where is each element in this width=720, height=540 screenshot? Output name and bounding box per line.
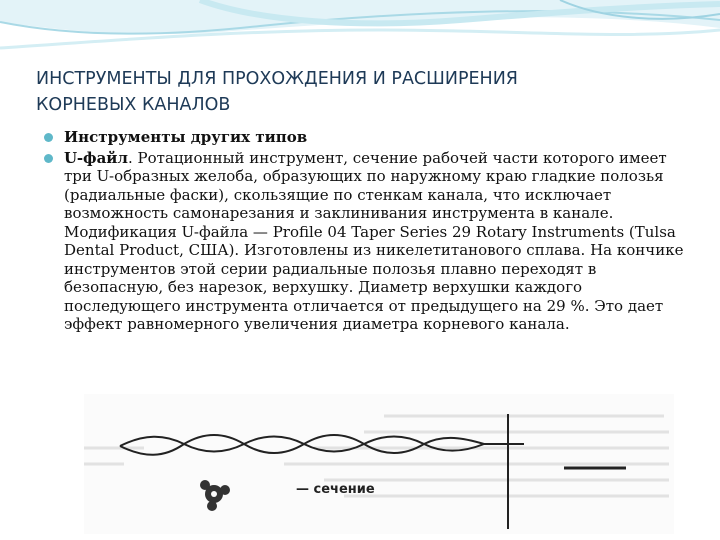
u-file-illustration — [84, 394, 674, 534]
title-line-2: КОРНЕВЫХ КАНАЛОВ — [36, 95, 231, 115]
bullet-text: Инструменты других типов — [64, 128, 308, 146]
title-line-1: ИНСТРУМЕНТЫ ДЛЯ ПРОХОЖДЕНИЯ И РАСШИРЕНИЯ — [36, 69, 518, 89]
file-drawing — [120, 435, 524, 455]
section-label: — сечение — [296, 482, 375, 497]
cross-section-icon — [200, 480, 230, 511]
bullet-other-types — [44, 128, 684, 147]
bullet-text: . Ротационный инструмент, сечение рабочей части которого имеет три U-образных желоба, образующих по наружному краю гладкие полозья (радиальные фаски), скользящие по стенкам канала, что исключает возможность самонарезания и заклинивания инструмента в канале. Модификация U-файла — Profile 04 Taper Series 29 Rotary Instruments (Tulsa Dental Product, США). Изготовлены из никелетитанового сплава. На кончике инструментов этой серии радиальные полозья плавно переходят в безопасную, без нарезок, верхушку. Диаметр верхушки каждого последующего инструмента отличается от предыдущего на 29 %. Это дает эффект равномерного увеличения диаметра корневого канала. — [64, 148, 684, 333]
bullet-term: U-файл — [64, 148, 128, 167]
slide-title — [36, 66, 676, 118]
bullet-list — [44, 128, 684, 334]
bullet-dot-icon — [44, 154, 53, 163]
bullet-u-file — [44, 149, 684, 334]
bullet-dot-icon — [44, 133, 53, 142]
